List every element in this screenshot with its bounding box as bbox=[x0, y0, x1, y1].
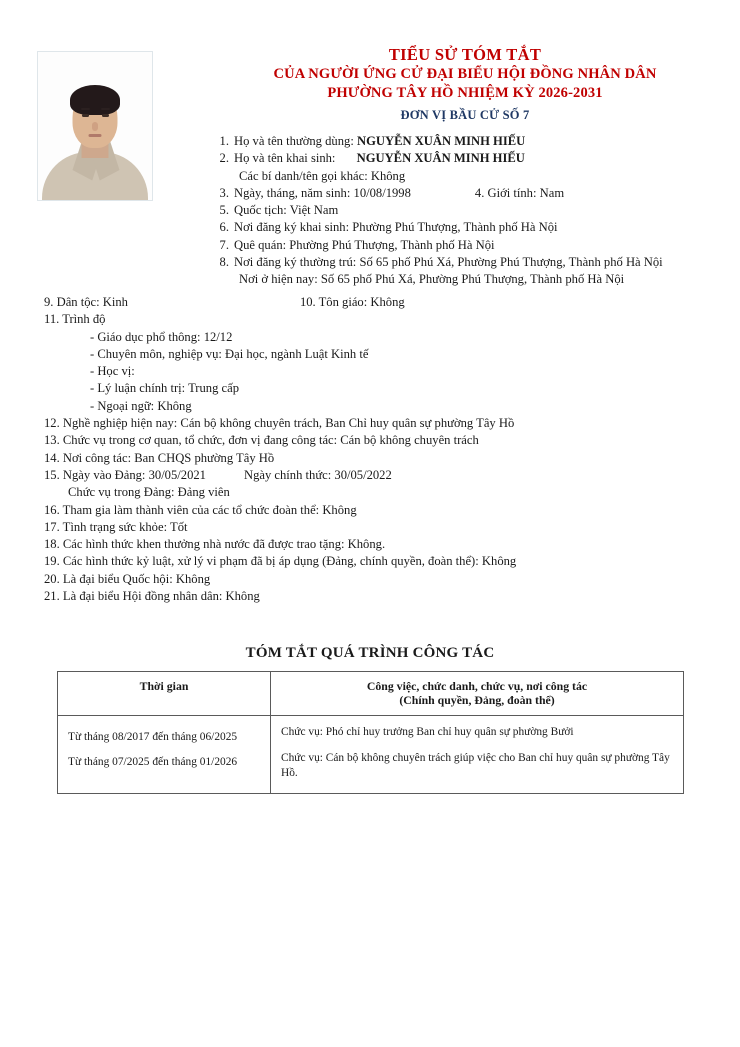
column-header-job bbox=[271, 672, 684, 716]
portrait-nose bbox=[92, 122, 98, 131]
field-label-19: 19. Các hình thức kỷ luật, xử lý vi phạm đã bị áp dụng (Đảng, chính quyền, đoàn thể): bbox=[44, 554, 479, 569]
field-label-edu2: - Chuyên môn, nghiệp vụ: bbox=[90, 346, 222, 361]
field-label-15b: Ngày chính thức: bbox=[243, 467, 332, 482]
field-label-17: 17. Tình trạng sức khỏe: bbox=[44, 519, 168, 534]
field-label-10: 10. Tôn giáo: bbox=[299, 295, 368, 309]
job-description-1: Chức vụ: Phó chỉ huy trưởng Ban chỉ huy quân sự phường Bưởi bbox=[281, 726, 574, 738]
field-value-1: NGUYỄN XUÂN MINH HIẾU bbox=[356, 134, 526, 148]
field-education-general bbox=[44, 329, 714, 346]
field-value-9: Kinh bbox=[102, 295, 128, 309]
field-mass-organizations bbox=[44, 502, 714, 519]
field-value-3: 10/08/1998 bbox=[353, 185, 411, 200]
personal-info-upper bbox=[212, 133, 732, 289]
field-label-16: 16. Tham gia làm thành viên của các tổ chức đoàn thể: bbox=[44, 502, 320, 517]
field-value-15b: 30/05/2022 bbox=[334, 467, 392, 482]
field-value-17: Tốt bbox=[170, 519, 188, 534]
field-education-heading bbox=[44, 311, 714, 328]
portrait-eyebrow-left bbox=[81, 108, 90, 110]
field-value-12: Cán bộ không chuyên trách, Ban Chỉ huy quân sự phường Tây Hồ bbox=[180, 416, 515, 431]
field-peoples-council-deputy bbox=[44, 588, 714, 605]
field-label-6: Nơi đăng ký khai sinh: bbox=[234, 220, 350, 235]
field-number-5: 5. bbox=[219, 203, 229, 218]
time-period-1: Từ tháng 08/2017 đến tháng 06/2025 bbox=[68, 731, 238, 743]
column-header-time: Thời gian bbox=[58, 672, 271, 716]
field-value-6: Phường Phú Thượng, Thành phố Hà Nội bbox=[352, 220, 558, 235]
field-label-15c: Chức vụ trong Đảng: bbox=[68, 485, 175, 500]
table-row bbox=[58, 716, 684, 794]
field-education-language bbox=[44, 398, 714, 415]
field-label-15: 15. Ngày vào Đảng: bbox=[44, 467, 146, 482]
field-value-16: Không bbox=[322, 502, 357, 517]
field-number-7: 7. bbox=[219, 237, 229, 252]
field-label-edu5: - Ngoại ngữ: bbox=[90, 398, 155, 413]
field-label-11: 11. Trình độ bbox=[44, 312, 106, 327]
field-number-6: 6. bbox=[219, 220, 229, 235]
field-education-professional bbox=[44, 346, 714, 363]
field-ethnicity-religion bbox=[44, 294, 714, 311]
field-permanent-residence bbox=[212, 254, 732, 271]
field-label-4: 4. Giới tính: bbox=[474, 185, 537, 200]
field-value-2: NGUYỄN XUÂN MINH HIẾU bbox=[356, 151, 525, 166]
field-number-8: 8. bbox=[219, 255, 229, 270]
field-label-20: 20. Là đại biểu Quốc hội: bbox=[44, 571, 173, 586]
field-value-edu1: 12/12 bbox=[203, 329, 233, 344]
field-label-8: Nơi đăng ký thường trú: bbox=[234, 255, 357, 270]
field-number-3: 3. bbox=[219, 185, 229, 200]
field-birth-registration bbox=[212, 219, 732, 236]
field-label-21: 21. Là đại biểu Hội đồng nhân dân: bbox=[44, 589, 223, 604]
field-value-edu5: Không bbox=[157, 398, 192, 413]
field-education-degree bbox=[44, 363, 714, 380]
election-unit-label: ĐƠN VỊ BẦU CỬ SỐ 7 bbox=[400, 108, 530, 123]
field-nationality bbox=[212, 202, 732, 219]
field-label-1: Họ và tên thường dùng: bbox=[234, 134, 354, 148]
field-label-5: Quốc tịch: bbox=[234, 203, 287, 218]
field-party-join-date bbox=[44, 467, 714, 484]
field-health-status bbox=[44, 519, 714, 536]
field-label-8b: Nơi ở hiện nay: bbox=[239, 272, 318, 287]
field-value-18: Không. bbox=[347, 537, 386, 552]
field-national-assembly-deputy bbox=[44, 571, 714, 588]
field-value-14: Ban CHQS phường Tây Hồ bbox=[134, 450, 275, 465]
field-alias bbox=[212, 168, 732, 185]
portrait-hair bbox=[70, 85, 120, 115]
work-history-table bbox=[57, 671, 684, 794]
column-header-job-line1: Công việc, chức danh, chức vụ, nơi công tác bbox=[366, 679, 588, 693]
candidate-photo bbox=[37, 51, 153, 201]
field-education-politics bbox=[44, 380, 714, 397]
field-value-edu2: Đại học, ngành Luật Kinh tế bbox=[225, 346, 369, 361]
field-value-alias: Không bbox=[370, 168, 406, 183]
field-current-occupation bbox=[44, 415, 714, 432]
field-label-edu4: - Lý luận chính trị: bbox=[90, 381, 186, 396]
field-label-9: 9. Dân tộc: bbox=[44, 295, 100, 309]
field-label-14: 14. Nơi công tác: bbox=[44, 450, 132, 465]
field-value-15c: Đảng viên bbox=[177, 485, 230, 500]
field-party-position bbox=[44, 484, 714, 501]
time-period-2: Từ tháng 07/2025 đến tháng 01/2026 bbox=[68, 756, 238, 768]
field-label-3: Ngày, tháng, năm sinh: bbox=[234, 185, 351, 200]
field-full-name-birth bbox=[212, 150, 732, 167]
personal-info-lower bbox=[44, 294, 714, 605]
document-heading bbox=[200, 44, 730, 123]
field-value-8b: Số 65 phố Phú Xá, Phường Phú Thượng, Thành phố Hà Nội bbox=[320, 272, 625, 287]
title-line-2: CỦA NGƯỜI ỨNG CỬ ĐẠI BIỂU HỘI ĐỒNG NHÂN DÂN bbox=[273, 66, 657, 83]
column-header-job-line2: (Chính quyền, Đảng, đoàn thể) bbox=[399, 693, 555, 707]
title-line-1: TIỂU SỬ TÓM TẮT bbox=[388, 45, 542, 64]
field-label-7: Quê quán: bbox=[234, 237, 287, 252]
field-full-name-common bbox=[212, 133, 732, 150]
field-value-15: 30/05/2021 bbox=[148, 467, 206, 482]
work-history-title: TÓM TẮT QUÁ TRÌNH CÔNG TÁC bbox=[245, 645, 495, 661]
portrait-mouth bbox=[89, 134, 102, 137]
portrait-eyebrow-right bbox=[101, 108, 110, 110]
field-value-edu4: Trung cấp bbox=[188, 381, 240, 396]
field-label-13: 13. Chức vụ trong cơ quan, tổ chức, đơn vị đang công tác: bbox=[44, 433, 338, 448]
cell-job-descriptions bbox=[271, 716, 684, 794]
table-header-row bbox=[58, 672, 684, 716]
field-position-in-org bbox=[44, 432, 714, 449]
field-label-edu3: - Học vị: bbox=[90, 364, 135, 379]
field-value-7: Phường Phú Thượng, Thành phố Hà Nội bbox=[289, 237, 495, 252]
field-label-edu1: - Giáo dục phổ thông: bbox=[90, 329, 201, 344]
field-value-5: Việt Nam bbox=[289, 203, 339, 218]
field-value-10: Không bbox=[370, 295, 405, 309]
field-value-19: Không bbox=[481, 554, 517, 569]
portrait-illustration bbox=[38, 52, 152, 200]
field-value-4: Nam bbox=[539, 185, 565, 200]
field-label-2: Họ và tên khai sinh: bbox=[234, 151, 336, 166]
field-hometown bbox=[212, 237, 732, 254]
job-description-2: Chức vụ: Cán bộ không chuyên trách giúp việc cho Ban chỉ huy quân sự phường Tây Hồ. bbox=[281, 752, 670, 779]
field-value-20: Không bbox=[175, 571, 211, 586]
field-value-13: Cán bộ không chuyên trách bbox=[340, 433, 479, 448]
field-current-residence bbox=[212, 271, 732, 288]
field-workplace bbox=[44, 450, 714, 467]
portrait-eye-right bbox=[102, 114, 109, 117]
cell-time-periods bbox=[58, 716, 271, 794]
field-label-18: 18. Các hình thức khen thưởng nhà nước đã được trao tặng: bbox=[44, 537, 345, 552]
field-number-1: 1. bbox=[219, 134, 229, 148]
field-value-21: Không bbox=[225, 589, 260, 604]
field-dob-and-gender bbox=[212, 185, 732, 202]
field-number-2: 2. bbox=[219, 151, 229, 166]
portrait-eye-left bbox=[82, 114, 89, 117]
field-label-12: 12. Nghề nghiệp hiện nay: bbox=[44, 416, 178, 431]
field-state-awards bbox=[44, 536, 714, 553]
title-line-3: PHƯỜNG TÂY HỒ NHIỆM KỲ 2026-2031 bbox=[327, 85, 603, 102]
field-value-8: Số 65 phố Phú Xá, Phường Phú Thượng, Thành phố Hà Nội bbox=[359, 255, 663, 270]
field-disciplinary-actions bbox=[44, 553, 714, 570]
field-label-alias: Các bí danh/tên gọi khác: bbox=[239, 168, 368, 183]
